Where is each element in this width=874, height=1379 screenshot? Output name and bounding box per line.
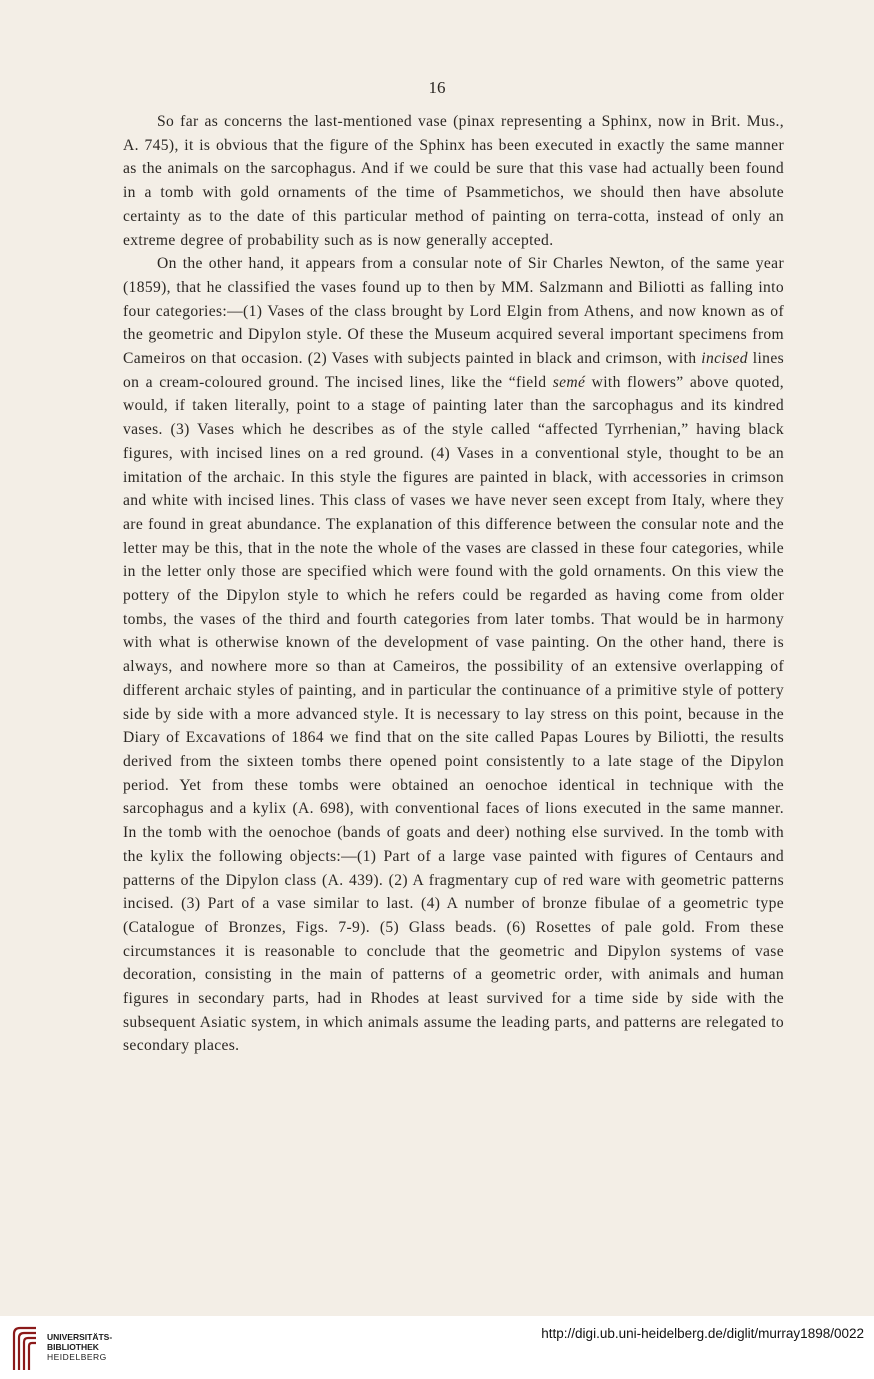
italic-word-incised: incised bbox=[701, 350, 748, 368]
italic-word-seme: semé bbox=[552, 373, 586, 391]
permalink-url[interactable]: http://digi.ub.uni-heidelberg.de/diglit/murray1898/0022 bbox=[541, 1326, 864, 1341]
library-logo-icon bbox=[10, 1324, 40, 1372]
library-name-line-3: HEIDELBERG bbox=[47, 1352, 107, 1362]
page-number: 16 bbox=[428, 78, 446, 97]
paragraph-2-part-1: On the other hand, it appears from a consular note of Sir Charles Newton, of the same year (1859), that he classified the vases found up to then by MM. Salzmann and Biliotti as falling into four categories:—(1) Vases of the class brought by Lord Elgin from Athens, and now known as of the geometric and Dipylon style. Of these the Museum acquired several important specimens from Cameiros on that occasion. (2) Vases with subjects painted in black and crimson, with bbox=[123, 255, 784, 368]
paragraph-2-part-2: lines on a cream-coloured ground. The incised lines, like the “field bbox=[123, 350, 785, 391]
paragraph-2-part-3: with flowers” above quoted, would, if taken literally, point to a stage of painting later than the sarcophagus and its kindred vases. (3) Vases which he describes as of the style called “affected Tyrrhenian,” having black figures, with incised lines on a red ground. (4) Vases in a conventional style, thought to be an imitation of the archaic. In this style the figures are painted in black, with accessories in crimson and white with incised lines. This class of vases we have never seen except from Italy, where they are found in great abundance. The explanation of this difference between the consular note and the letter may be this, that in the note the whole of the vases are classed in these four categories, while in the letter only those are specified which were found with the gold ornaments. On this view the pottery of the Dipylon style to which he refers could be regarded as having come from older tombs, the vases of the third and fourth categories from later tombs. That would be in harmony with what is otherwise known of the development of vase painting. On the other hand, there is always, and nowhere more so than at Cameiros, the possibility of an extensive overlapping of different archaic styles of painting, and in particular the continuance of a primitive style of pottery side by side with a more advanced style. It is necessary to lay stress on this point, because in the Diary of Excavations of 1864 we find that on the site called Papas Loures by Biliotti, the results derived from the sixteen tombs there opened point consistently to a late stage of the Dipylon period. Yet from these tombs were obtained an oenochoe identical in technique with the sarcophagus and a kylix (A. 698), with conventional faces of lions executed in the same manner. In the tomb with the oenochoe (bands of goats and deer) nothing else survived. In the tomb with the kylix the following objects:—(1) Part of a large vase painted with figures of Centaurs and patterns of the Dipylon class (A. 439). (2) A fragmentary cup of red ware with geometric patterns incised. (3) Part of a vase similar to last. (4) A number of bronze fibulae of a geometric type (Catalogue of Bronzes, Figs. 7-9). (5) Glass beads. (6) Rosettes of pale gold. From these circumstances it is reasonable to conclude that the geometric and Dipylon systems of vase decoration, consisting in the main of patterns of a geometric order, with animals and human figures in secondary parts, had in Rhodes at least survived for a time side by side with the subsequent Asiatic system, in which animals assume the leading parts, and patterns are relegated to secondary places. bbox=[123, 373, 784, 1055]
library-name bbox=[47, 1332, 112, 1362]
library-name-line-2: BIBLIOTHEK bbox=[47, 1342, 99, 1352]
library-name-line-1: UNIVERSITÄTS- bbox=[47, 1332, 113, 1342]
paragraph-2 bbox=[123, 252, 784, 1058]
paragraph-1: So far as concerns the last-mentioned vase (pinax representing a Sphinx, now in Brit. Mus., A. 745), it is obvious that the figure of the Sphinx has been executed in exactly the same manner as the animals on the sarcophagus. And if we could be sure that this vase had actually been found in a tomb with gold ornaments of the time of Psammetichos, we should then have absolute certainty as to the date of this particular method of painting on terra-cotta, instead of only an extreme degree of probability such as is now generally accepted. bbox=[123, 113, 784, 249]
viewer-footer bbox=[0, 1316, 874, 1379]
body-text bbox=[123, 110, 784, 1058]
